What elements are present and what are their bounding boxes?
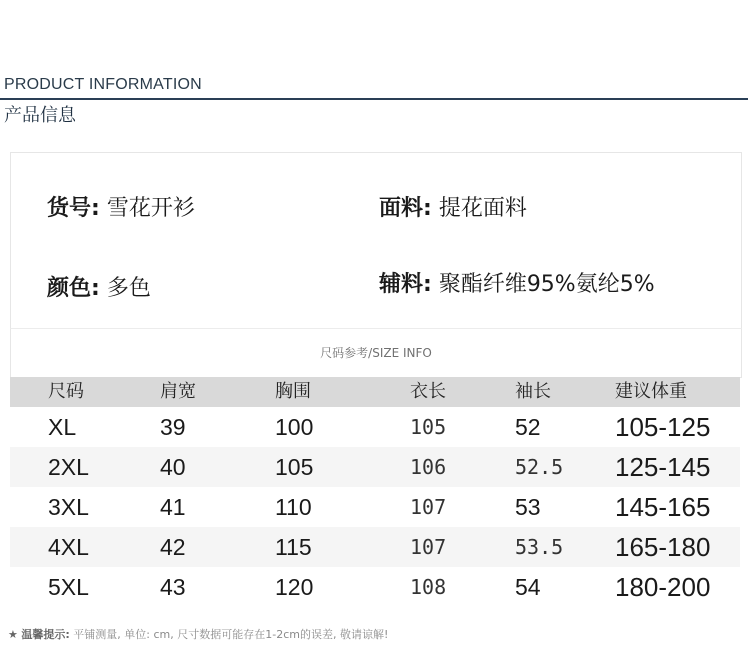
weight-cell: 165-180 [615,532,711,562]
table-row [10,527,740,567]
size-info-title: 尺码参考/SIZE INFO [10,328,742,378]
weight-cell: 180-200 [615,572,711,602]
length-cell: 108 [410,575,447,599]
length-cell: 107 [410,495,447,519]
length-cell: 106 [410,455,447,479]
weight-cell: 125-145 [615,452,711,482]
size-table [10,377,740,607]
chest-cell: 115 [275,534,312,560]
size-cell: XL [48,414,77,440]
sleeve-cell: 53.5 [515,535,564,559]
header-title-zh: 产品信息 [4,105,76,126]
chest-cell: 110 [275,494,312,520]
color-label: 颜色: [47,276,100,301]
size-table-header [10,377,740,407]
chest-cell: 105 [275,454,314,480]
shoulder-cell: 42 [160,534,186,560]
size-cell: 3XL [48,494,89,520]
column-header-sleeve: 袖长 [515,381,551,402]
length-cell: 107 [410,535,447,559]
header-title-en: PRODUCT INFORMATION [4,76,202,93]
footnote-label: 温馨提示: [21,628,70,641]
accessory-field [379,267,655,298]
product-info-box [10,152,742,329]
size-cell: 5XL [48,574,89,600]
column-header-length: 衣长 [410,381,446,402]
shoulder-cell: 40 [160,454,186,480]
column-header-weight: 建议体重 [615,381,687,402]
sleeve-cell: 52.5 [515,455,564,479]
item-number-label: 货号: [47,196,100,221]
accessory-value: 聚酯纤维95%氨纶5% [438,272,655,297]
weight-cell: 145-165 [615,492,711,522]
table-row [10,407,740,447]
chest-cell: 100 [275,414,314,440]
item-number-value: 雪花开衫 [106,196,195,221]
column-header-shoulder: 肩宽 [160,381,196,402]
accessory-label: 辅料: [379,272,432,297]
column-header-chest: 胸围 [275,381,311,402]
shoulder-cell: 41 [160,494,186,520]
shoulder-cell: 39 [160,414,186,440]
size-cell: 4XL [48,534,89,560]
fabric-field [379,191,527,222]
footnote-text: 平铺测量, 单位: cm, 尺寸数据可能存在1-2cm的误差, 敬请谅解! [73,628,389,641]
chest-cell: 120 [275,574,314,600]
sleeve-cell: 53 [515,494,541,520]
item-number-field [47,191,195,222]
fabric-value: 提花面料 [438,196,527,221]
shoulder-cell: 43 [160,574,186,600]
color-field [47,271,151,302]
table-row [10,447,740,487]
size-cell: 2XL [48,454,89,480]
table-row [10,567,740,607]
column-header-size: 尺码 [48,381,84,402]
header-divider [0,98,748,100]
fabric-label: 面料: [379,196,432,221]
table-row [10,487,740,527]
length-cell: 105 [410,415,447,439]
sleeve-cell: 52 [515,414,541,440]
star-icon: ★ [8,628,18,641]
footnote [8,626,388,642]
sleeve-cell: 54 [515,574,541,600]
weight-cell: 105-125 [615,412,711,442]
color-value: 多色 [106,276,151,301]
